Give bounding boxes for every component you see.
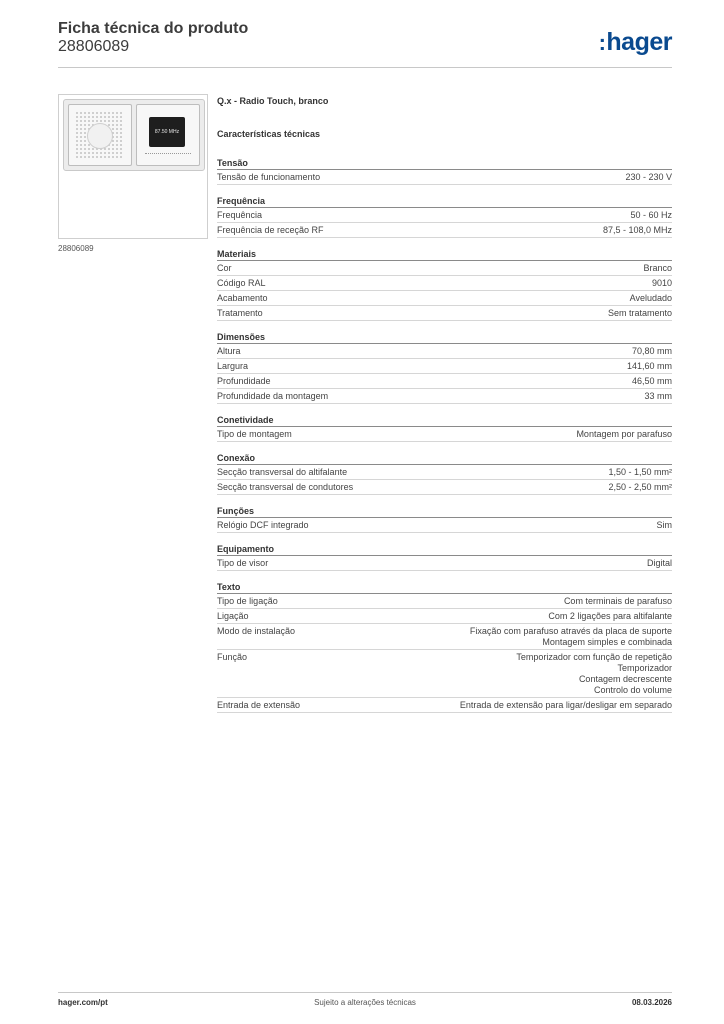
spec-row <box>217 465 672 480</box>
spec-group <box>217 452 672 495</box>
spec-value: 141,60 mm <box>626 361 672 371</box>
spec-value: 70,80 mm <box>631 346 672 356</box>
spec-label: Largura <box>217 361 249 371</box>
spec-value-line: Fixação com parafuso através da placa de suporte <box>469 626 672 636</box>
spec-group <box>217 581 672 713</box>
spec-value: Sem tratamento <box>607 308 672 318</box>
spec-group-title: Dimensões <box>217 331 672 344</box>
spec-group-title: Texto <box>217 581 672 594</box>
spec-row <box>217 556 672 571</box>
device-frame <box>63 99 205 171</box>
spec-row <box>217 208 672 223</box>
spec-label: Entrada de extensão <box>217 700 301 710</box>
spec-row <box>217 698 672 713</box>
spec-value-line: Contagem decrescente <box>578 674 672 684</box>
spec-value: Branco <box>643 263 672 273</box>
spec-value: 46,50 mm <box>631 376 672 386</box>
spec-label: Tipo de visor <box>217 558 269 568</box>
spec-group-title: Funções <box>217 505 672 518</box>
spec-row <box>217 261 672 276</box>
spec-group-title: Tensão <box>217 157 672 170</box>
spec-label: Tensão de funcionamento <box>217 172 321 182</box>
spec-row <box>217 223 672 238</box>
spec-row <box>217 389 672 404</box>
spec-value: Montagem por parafuso <box>576 429 672 439</box>
spec-value: 50 - 60 Hz <box>630 210 672 220</box>
spec-value-line: Temporizador com função de repetição <box>516 652 672 662</box>
spec-label: Ligação <box>217 611 249 621</box>
spec-value: Aveludado <box>629 293 672 303</box>
spec-group <box>217 195 672 238</box>
spec-label: Cor <box>217 263 232 273</box>
spec-group <box>217 505 672 533</box>
spec-row <box>217 359 672 374</box>
spec-row <box>217 306 672 321</box>
spec-value <box>470 626 672 648</box>
spec-label: Modo de instalação <box>217 626 296 636</box>
spec-value: 1,50 - 1,50 mm² <box>608 467 672 477</box>
spec-value: 230 - 230 V <box>625 172 672 182</box>
product-code: 28806089 <box>58 38 130 55</box>
spec-label: Função <box>217 652 248 662</box>
page-title: Ficha técnica do produto <box>58 20 249 37</box>
spec-label: Secção transversal do altifalante <box>217 467 348 477</box>
radio-module <box>136 104 200 166</box>
spec-row <box>217 374 672 389</box>
spec-label: Frequência <box>217 210 263 220</box>
spec-value: 9010 <box>651 278 672 288</box>
spec-group-title: Frequência <box>217 195 672 208</box>
spec-row <box>217 518 672 533</box>
spec-value: Com 2 ligações para altifalante <box>548 611 672 621</box>
spec-row <box>217 650 672 698</box>
radio-display: 87.50 MHz <box>149 117 185 147</box>
spec-label: Frequência de receção RF <box>217 225 324 235</box>
radio-touch-keys <box>145 153 191 160</box>
footer-notice: Sujeito a alterações técnicas <box>314 998 416 1007</box>
spec-value: 33 mm <box>644 391 672 401</box>
spec-value: Digital <box>646 558 672 568</box>
spec-value: 2,50 - 2,50 mm² <box>608 482 672 492</box>
spec-group <box>217 414 672 442</box>
spec-value-line: Temporizador <box>617 663 672 673</box>
footer-divider <box>58 992 672 993</box>
spec-value <box>516 652 672 696</box>
spec-label: Acabamento <box>217 293 268 303</box>
spec-label: Tratamento <box>217 308 263 318</box>
spec-group <box>217 248 672 321</box>
spec-group <box>217 543 672 571</box>
spec-value: Com terminais de parafuso <box>563 596 672 606</box>
footer-website: hager.com/pt <box>58 998 108 1007</box>
spec-group-title: Equipamento <box>217 543 672 556</box>
spec-row <box>217 344 672 359</box>
spec-label: Profundidade <box>217 376 271 386</box>
spec-row <box>217 427 672 442</box>
spec-label: Profundidade da montagem <box>217 391 329 401</box>
header-divider <box>58 67 672 68</box>
spec-label: Tipo de ligação <box>217 596 278 606</box>
spec-value: 87,5 - 108,0 MHz <box>602 225 672 235</box>
spec-row <box>217 594 672 609</box>
hager-logo <box>599 28 672 57</box>
spec-label: Secção transversal de condutores <box>217 482 354 492</box>
spec-group <box>217 157 672 185</box>
spec-row <box>217 276 672 291</box>
spec-group-title: Materiais <box>217 248 672 261</box>
footer-date: 08.03.2026 <box>631 998 672 1007</box>
spec-value-line: Montagem simples e combinada <box>542 637 672 647</box>
spec-value: Sim <box>656 520 672 530</box>
spec-groups <box>217 157 672 713</box>
spec-value-line: Controlo do volume <box>593 685 672 695</box>
spec-group <box>217 331 672 404</box>
spec-row <box>217 291 672 306</box>
logo-text: hager <box>606 28 672 56</box>
spec-label: Relógio DCF integrado <box>217 520 309 530</box>
logo-dots: : <box>598 30 606 55</box>
spec-value: Entrada de extensão para ligar/desligar em separado <box>459 700 672 710</box>
product-image <box>58 94 208 239</box>
speaker-center <box>87 123 113 149</box>
page-header <box>58 20 672 56</box>
spec-label: Altura <box>217 346 241 356</box>
spec-group-title: Conetividade <box>217 414 672 427</box>
spec-content <box>217 96 672 723</box>
product-name: Q.x - Radio Touch, branco <box>217 96 329 106</box>
spec-row <box>217 609 672 624</box>
spec-row <box>217 624 672 650</box>
spec-label: Tipo de montagem <box>217 429 292 439</box>
spec-group-title: Conexão <box>217 452 672 465</box>
image-caption: 28806089 <box>58 244 94 253</box>
spec-row <box>217 480 672 495</box>
spec-label: Código RAL <box>217 278 266 288</box>
spec-row <box>217 170 672 185</box>
speaker-module <box>68 104 132 166</box>
characteristics-title: Características técnicas <box>217 129 321 139</box>
